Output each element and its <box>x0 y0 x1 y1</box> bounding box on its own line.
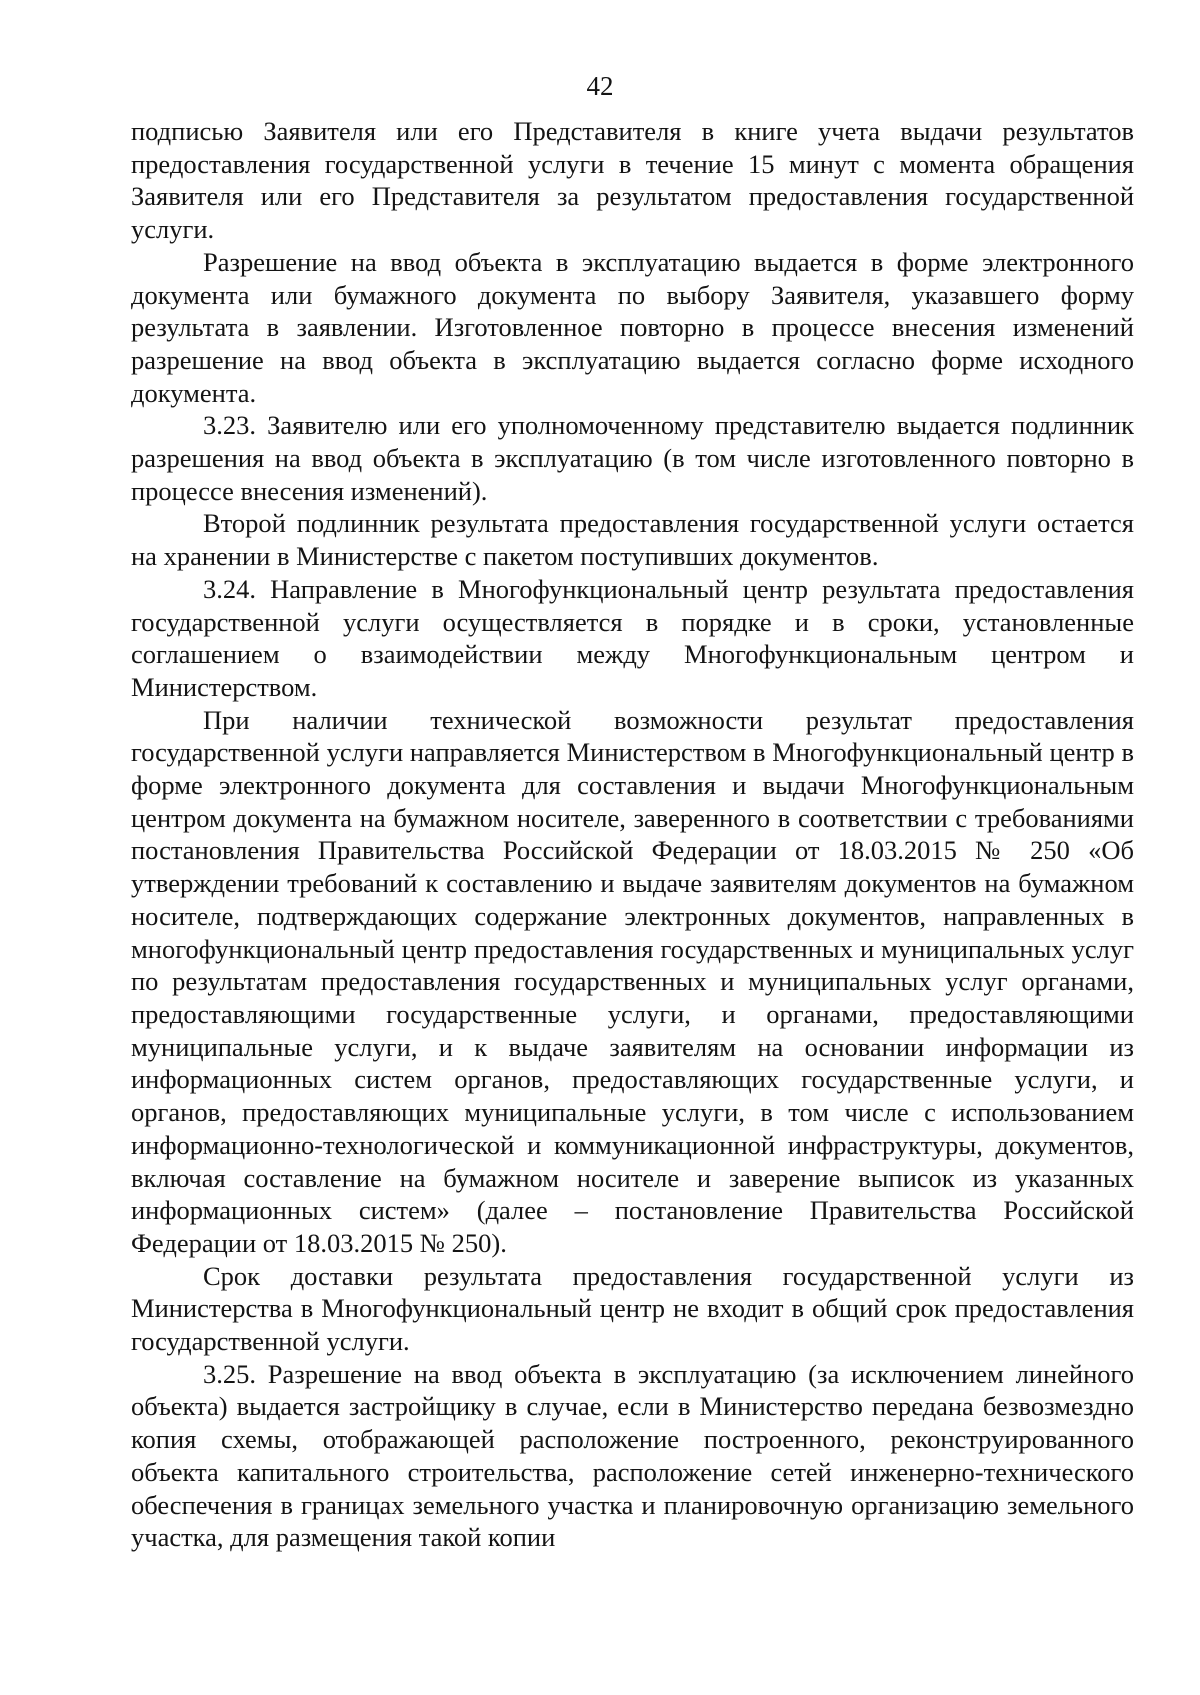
paragraph-delivery-term: Срок доставки результата предоставления государственной услуги из Министерства в Многофункциональный центр не входит в общий срок предоставления государственной услуги. <box>131 1260 1134 1357</box>
document-body <box>131 115 1134 1554</box>
paragraph-3-25: 3.25. Разрешение на ввод объекта в эксплуатацию (за исключением линейного объекта) выдается застройщику в случае, если в Министерство передана безвозмездно копия схемы, отображающей расположение построенного, реконструированного объекта капитального строительства, расположение сетей инженерно-технического обеспечения в границах земельного участка и планировочную организацию земельного участка, для размещения такой копии <box>131 1358 1134 1553</box>
paragraph-electronic-transfer: При наличии технической возможности результат предоставления государственной услуги направляется Министерством в Многофункциональный центр в форме электронного документа для составления и выдачи Многофункциональным центром документа на бумажном носителе, заверенного в соответствии с требованиями постановления Правительства Российской Федерации от 18.03.2015 № 250 «Об утверждении требований к составлению и выдаче заявителям документов на бумажном носителе, подтверждающих содержание электронных документов, направленных в многофункциональный центр предоставления государственных и муниципальных услуг по результатам предоставления государственных и муниципальных услуг органами, предоставляющими государственные услуги, и органами, предоставляющими муниципальные услуги, и к выдаче заявителям на основании информации из информационных систем органов, предоставляющих государственные услуги, и органов, предоставляющих муниципальные услуги, в том числе с использованием информационно-технологической и коммуникационной инфраструктуры, документов, включая составление на бумажном носителе и заверение выписок из указанных информационных систем» (далее – постановление Правительства Российской Федерации от 18.03.2015 № 250). <box>131 704 1134 1258</box>
paragraph-permit-issuance-form: Разрешение на ввод объекта в эксплуатацию выдается в форме электронного документа или бумажного документа по выбору Заявителя, указавшего форму результата в заявлении. Изготовленное повторно в процессе внесения изменений разрешение на ввод объекта в эксплуатацию выдается согласно форме исходного документа. <box>131 246 1134 408</box>
paragraph-continuation: подписью Заявителя или его Представителя в книге учета выдачи результатов предоставления государственной услуги в течение 15 минут с момента обращения Заявителя или его Представителя за результатом предоставления государственной услуги. <box>131 116 1134 245</box>
paragraph-second-original: Второй подлинник результата предоставления государственной услуги остается на хранении в Министерстве с пакетом поступивших документов. <box>131 508 1134 572</box>
paragraph-3-23: 3.23. Заявителю или его уполномоченному представителю выдается подлинник разрешения на ввод объекта в эксплуатацию (в том числе изготовленного повторно в процессе внесения изменений). <box>131 410 1134 506</box>
page-number: 42 <box>586 71 614 101</box>
paragraph-3-24: 3.24. Направление в Многофункциональный центр результата предоставления государственной услуги осуществляется в порядке и в сроки, установленные соглашением о взаимодействии между Многофункциональным центром и Министерством. <box>131 573 1134 702</box>
